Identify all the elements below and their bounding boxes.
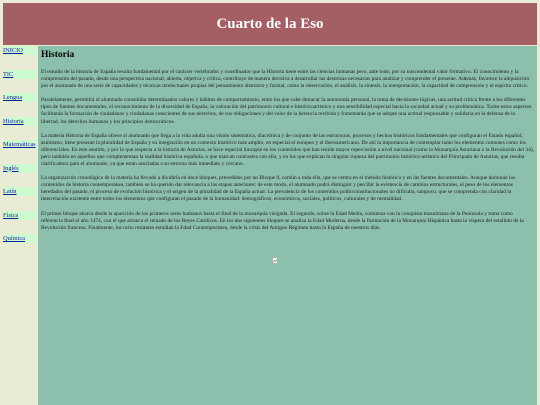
sidebar-link-latin[interactable]: Latín <box>3 187 36 196</box>
paragraph: La materia Historia de España ofrece al alumnado que llega a la vida adulta una visión sistemática, diacrónica y de conjunto de las estructuras, procesos y hechos históricos fundamentales que configuran el Estado español; asimismo, tiene presente la pluralidad de España y su integración en un contexto histórico más amplio, en especial el europeo y el iberoamericano. De ahí la importancia de contemplar tanto los elementos comunes como los diferenciales. En este sentido, y por lo que respecta a la historia de Asturias, se hace especial hincapié en los contenidos que han tenido mayor repercusión a nivel nacional (como la Monarquía Asturiana o la Revolución del 34), pero también en aquellos que complementan la realidad histórica española, o que marcan contrastes con ella, y en los que explican la singular riqueza del patrimonio histórico-artístico del Principado de Asturias, que resulta clarificadora para el alumnado, ya que están asociadas a su entorno más inmediato y cercano. <box>41 132 534 168</box>
page-title: Cuarto de la Eso <box>216 15 324 32</box>
sidebar-link-ingles[interactable]: Inglés <box>3 164 36 173</box>
page-header <box>3 3 537 45</box>
paragraph: El estudio de la historia de España resulta fundamental por el carácter vertebrador y coordinador que la Historia tiene entre las ciencias humanas pero, ante todo, por su trascendental valor formativo. El conocimiento y la comprensión del pasado, desde una perspectiva nacional, abierta, objetiva y crítica, contribuye de manera decisiva a desarrollar las destrezas necesarias para analizar y comprender el presente. Además, favorece la adquisición por el alumnado de una serie de capacidades y técnicas intelectuales propias del pensamiento abstracto y formal, como la observación, el análisis, la síntesis, la interpretación, la capacidad de comprensión y el espíritu crítico. <box>41 69 530 90</box>
sidebar-link-fisica[interactable]: Física <box>3 211 36 220</box>
paragraph: Paralelamente, permitirá al alumnado consolidar determinados valores y hábitos de comportamiento, entre los que cabe destacar la autonomía personal, la toma de decisiones lógicas, una actitud crítica frente a los diferentes tipos de fuentes documentales, el reconocimiento de la diversidad de España, la valoración del patrimonio cultural e históricoartístico y una sensibilidad especial hacia la sociedad actual y su problemática. Todos estos aspectos facilitarán la formación de ciudadanos y ciudadanas conscientes de sus derechos, de sus obligaciones y del valor de la herencia recibida y fomentarán que se adopte una actitud responsable y solidaria en la defensa de la libertad, los derechos humanos y los principios democráticos. <box>41 97 532 125</box>
sidebar-link-tic[interactable]: TIC <box>3 70 36 79</box>
sidebar-link-quimica[interactable]: Química <box>3 234 36 243</box>
paragraph: El primer bloque abarca desde la aparición de los primeros seres humanos hasta el final de la monarquía visigoda. El segundo, sobre la Edad Media, comienza con la conquista musulmana de la Península y toma como referencia final el año 1474, con el que arranca el reinado de los Reyes Católicos. En los dos siguientes bloques se analiza la Edad Moderna, desde la formación de la Monarquía Hispánica hasta la víspera del estallido de la Revolución francesa. Finalmente, los ocho restantes estudian la Edad Contemporánea, desde la crisis del Antiguo Régimen hasta la España de nuestros días. <box>41 210 524 231</box>
sidebar-link-matematicas[interactable]: Matemáticas <box>3 141 36 148</box>
paragraph: La organización cronológica de la materia ha llevado a dividirla en doce bloques, precedidos por un Bloque 0, común a toda ella, que se centra en el método histórico y en las fuentes documentales. Aunque dominan los contenidos de historia contemporánea, también se ha querido dar relevancia a las etapas anteriores: de este modo, el alumnado podrá distinguir y percibir la existencia de cambios estructurales, el peso de los elementos heredados del pasado, el proceso de evolución histórica y el origen de la pluralidad de la España actual. La prevalencia de los contenidos políticoinstitucionales no dificulta, tampoco, que se comprenda con claridad la interrelación existente entre todos los elementos que configuran el pasado de la humanidad: demográficos, económicos, sociales, políticos, culturales y de mentalidad. <box>41 175 516 203</box>
broken-image-icon <box>272 251 278 258</box>
sidebar-link-historia[interactable]: Historia <box>3 117 36 126</box>
section-title: Historia <box>41 50 75 60</box>
sidebar-link-lengua[interactable]: Lengua <box>3 93 36 102</box>
sidebar-link-inicio[interactable]: INICIO <box>3 46 36 55</box>
main-content <box>38 46 537 405</box>
sidebar-nav <box>3 46 36 258</box>
